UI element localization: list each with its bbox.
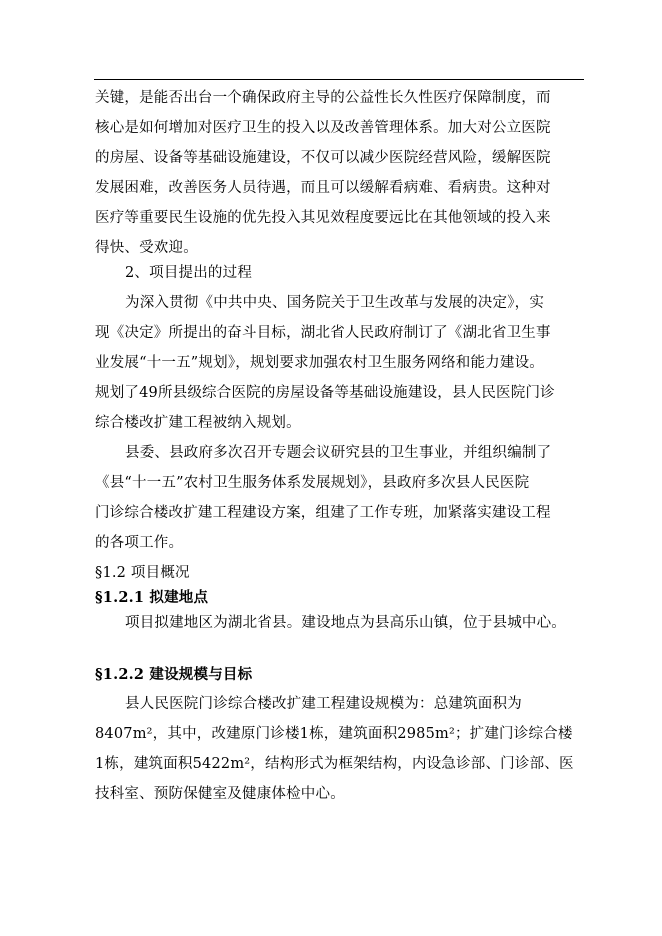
paragraph-line: 《县“十一五”农村卫生服务体系发展规划》，县政府多次县人民医院 — [95, 475, 530, 491]
paragraph-line: 得快、受欢迎。 — [95, 240, 198, 256]
paragraph-line: 县委、县政府多次召开专题会议研究县的卫生事业，并组织编制了 — [125, 445, 552, 461]
paragraph-line: 核心是如何增加对医疗卫生的投入以及改善管理体系。加大对公立医院 — [95, 120, 551, 136]
header-rule — [94, 79, 584, 80]
paragraph-line: 项目拟建地区为湖北省县。建设地点为县高乐山镇，位于县城中心。 — [125, 615, 566, 631]
paragraph-line: 关键，是能否出台一个确保政府主导的公益性长久性医疗保障制度，而 — [95, 90, 551, 106]
paragraph-line: 业发展“十一五”规划》，规划要求加强农村卫生服务网络和能力建设。 — [95, 355, 544, 371]
paragraph-line: 8407m²，其中，改建原门诊楼1栋，建筑面积2985m²；扩建门诊综合楼 — [95, 726, 573, 742]
paragraph-line: 为深入贯彻《中共中央、国务院关于卫生改革与发展的决定》，实 — [125, 295, 545, 311]
paragraph-line: 发展困难，改善医务人员待遇，而且可以缓解看病难、看病贵。这种对 — [95, 180, 551, 196]
subsection-heading: §1.2.1 拟建地点 — [95, 589, 209, 606]
paragraph-line: 的各项工作。 — [95, 535, 184, 551]
paragraph-line: 1栋，建筑面积5422m²，结构形式为框架结构，内设急诊部、门诊部、医 — [95, 756, 574, 772]
paragraph-line: 县人民医院门诊综合楼改扩建工程建设规模为：总建筑面积为 — [125, 696, 522, 712]
paragraph-line: 的房屋、设备等基础设施建设，不仅可以减少医院经营风险，缓解医院 — [95, 150, 551, 166]
section-heading: §1.2 项目概况 — [95, 565, 190, 581]
paragraph-line: 规划了49所县级综合医院的房屋设备等基础设施建设，县人民医院门诊 — [95, 385, 555, 401]
subsection-heading: §1.2.2 建设规模与目标 — [95, 666, 253, 683]
paragraph-line: 现《决定》所提出的奋斗目标，湖北省人民政府制订了《湖北省卫生事 — [95, 325, 551, 341]
paragraph-line: 综合楼改扩建工程被纳入规划。 — [95, 415, 301, 431]
paragraph-line: 医疗等重要民生设施的优先投入其见效程度要远比在其他领域的投入来 — [95, 210, 551, 226]
paragraph-line: 技科室、预防保健室及健康体检中心。 — [95, 786, 345, 802]
paragraph-line: 门诊综合楼改扩建工程建设方案，组建了工作专班，加紧落实建设工程 — [95, 505, 551, 521]
subsection-heading: 2、项目提出的过程 — [125, 265, 253, 281]
